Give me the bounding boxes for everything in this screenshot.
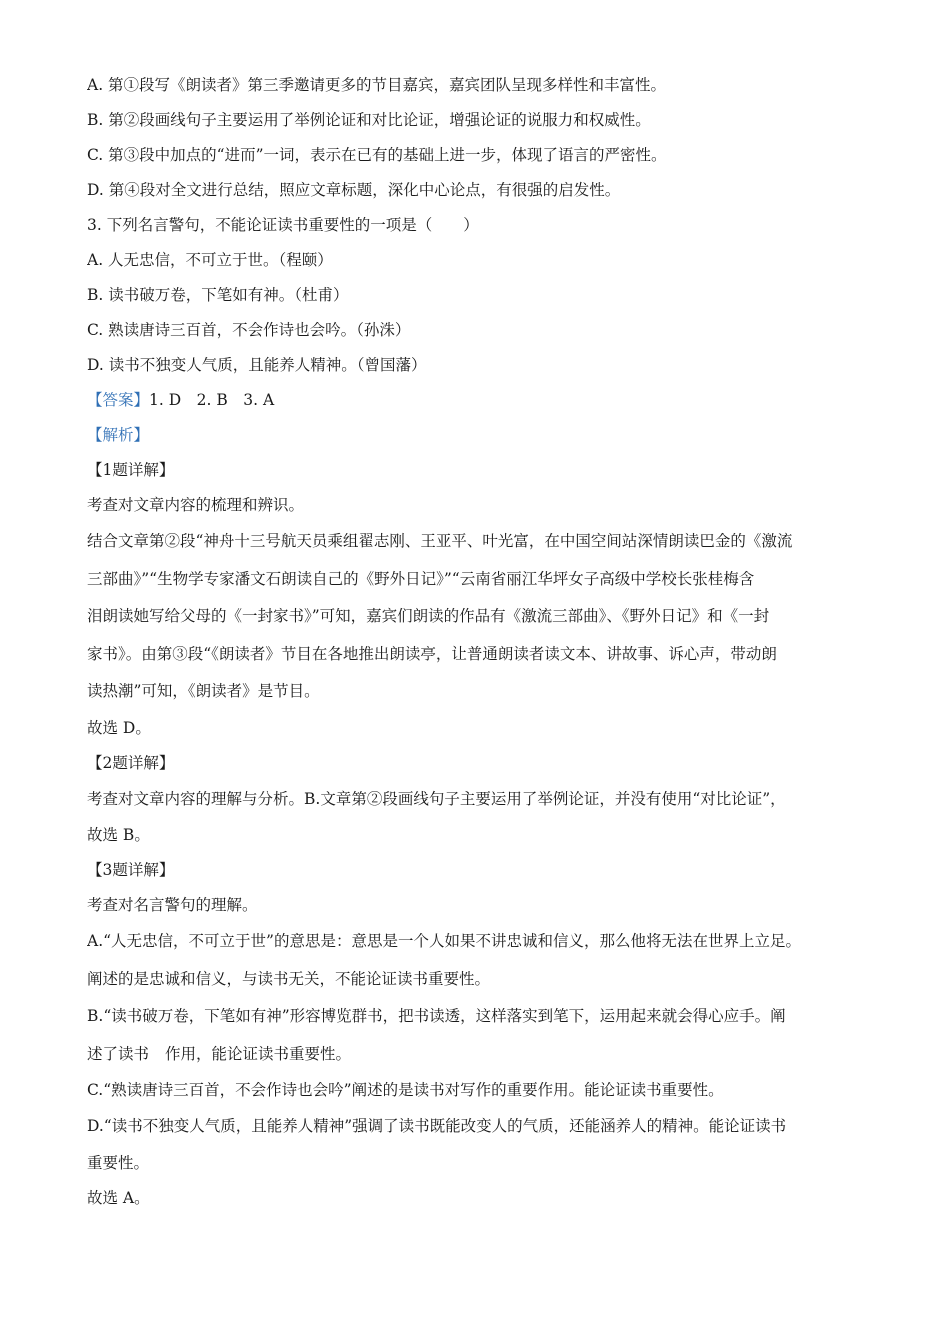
detail3-line: 重要性。	[87, 1153, 150, 1172]
q3-option-d: D. 读书不独变人气质，且能养人精神。（曾国藩）	[87, 356, 427, 374]
detail3-line: 阐述的是忠诚和信义，与读书无关，不能论证读书重要性。	[87, 969, 491, 988]
detail3-line	[87, 1036, 877, 1074]
analysis-label: 【解析】	[87, 426, 150, 444]
detail3-line-part: 述了读书	[87, 1044, 150, 1063]
q3-option-b: B. 读书破万卷，下笔如有神。（杜甫）	[87, 286, 349, 304]
q3-option-c: C. 熟读唐诗三百首，不会作诗也会吟。（孙洙）	[87, 321, 411, 339]
detail3-line: D.“读书不独变人气质，且能养人精神”强调了读书既能改变人的气质，还能涵养人的精神。能论证读书	[87, 1117, 787, 1135]
detail1-line: 考查对文章内容的梳理和辨识。	[87, 496, 305, 514]
detail3-line: B.“读书破万卷，下笔如有神”形容博览群书，把书读透，这样落实到笔下，运用起来就会得心应手。阐	[87, 1007, 786, 1025]
detail1-line: 结合文章第②段“神舟十三号航天员乘组翟志刚、王亚平、叶光富，在中国空间站深情朗读巴金的《激流	[87, 532, 793, 550]
q3-option-a: A. 人无忠信，不可立于世。（程颐）	[87, 251, 333, 269]
answer-label: 【答案】	[87, 391, 150, 409]
detail1-line: 家书》。由第③段“《朗读者》节目在各地推出朗读亭，让普通朗读者读文本、讲故事、诉心声，带动朗	[87, 644, 777, 663]
answer-line	[87, 383, 877, 418]
detail1-line: 三部曲》”“生物学专家潘文石朗读自己的《野外日记》”“云南省丽江华坪女子高级中学校长张桂梅含	[87, 569, 755, 588]
detail1-line: 读热潮”可知，《朗读者》是节目。	[87, 682, 320, 700]
detail3-line: 考查对名言警句的理解。	[87, 896, 258, 914]
detail2-line: 故选 B。	[87, 826, 150, 844]
q2-option-c: C. 第③段中加点的“进而”一词，表示在已有的基础上进一步，体现了语言的严密性。	[87, 146, 667, 164]
q2-option-d: D. 第④段对全文进行总结，照应文章标题，深化中心论点，有很强的启发性。	[87, 181, 621, 199]
q2-option-a: A. 第①段写《朗读者》第三季邀请更多的节目嘉宾，嘉宾团队呈现多样性和丰富性。	[87, 76, 667, 94]
detail3-line: A.“人无忠信，不可立于世”的意思是：意思是一个人如果不讲忠诚和信义，那么他将无法在世界上立足。	[87, 932, 801, 950]
detail1-heading: 【1题详解】	[87, 461, 175, 479]
detail1-line: 故选 D。	[87, 718, 151, 737]
document-page	[87, 68, 877, 1216]
detail3-heading: 【3题详解】	[87, 861, 175, 879]
detail2-line: 考查对文章内容的理解与分析。B.文章第②段画线句子主要运用了举例论证，并没有使用“对比论证”，	[87, 789, 786, 808]
detail2-heading: 【2题详解】	[87, 753, 175, 772]
detail3-line-part: 作用，能论证读书重要性。	[165, 1044, 352, 1063]
q2-option-b: B. 第②段画线句子主要运用了举例论证和对比论证，增强论证的说服力和权威性。	[87, 111, 651, 129]
answer-text: 1. D 2. B 3. A	[149, 391, 275, 409]
detail3-line: 故选 A。	[87, 1188, 150, 1207]
detail3-line: C.“熟读唐诗三百首，不会作诗也会吟”阐述的是读书对写作的重要作用。能论证读书重要性。	[87, 1081, 724, 1099]
detail1-line: 泪朗读她写给父母的《一封家书》”可知，嘉宾们朗读的作品有《激流三部曲》、《野外日记》和《一封	[87, 607, 770, 625]
q3-stem: 3. 下列名言警句，不能论证读书重要性的一项是（ ）	[87, 216, 479, 234]
